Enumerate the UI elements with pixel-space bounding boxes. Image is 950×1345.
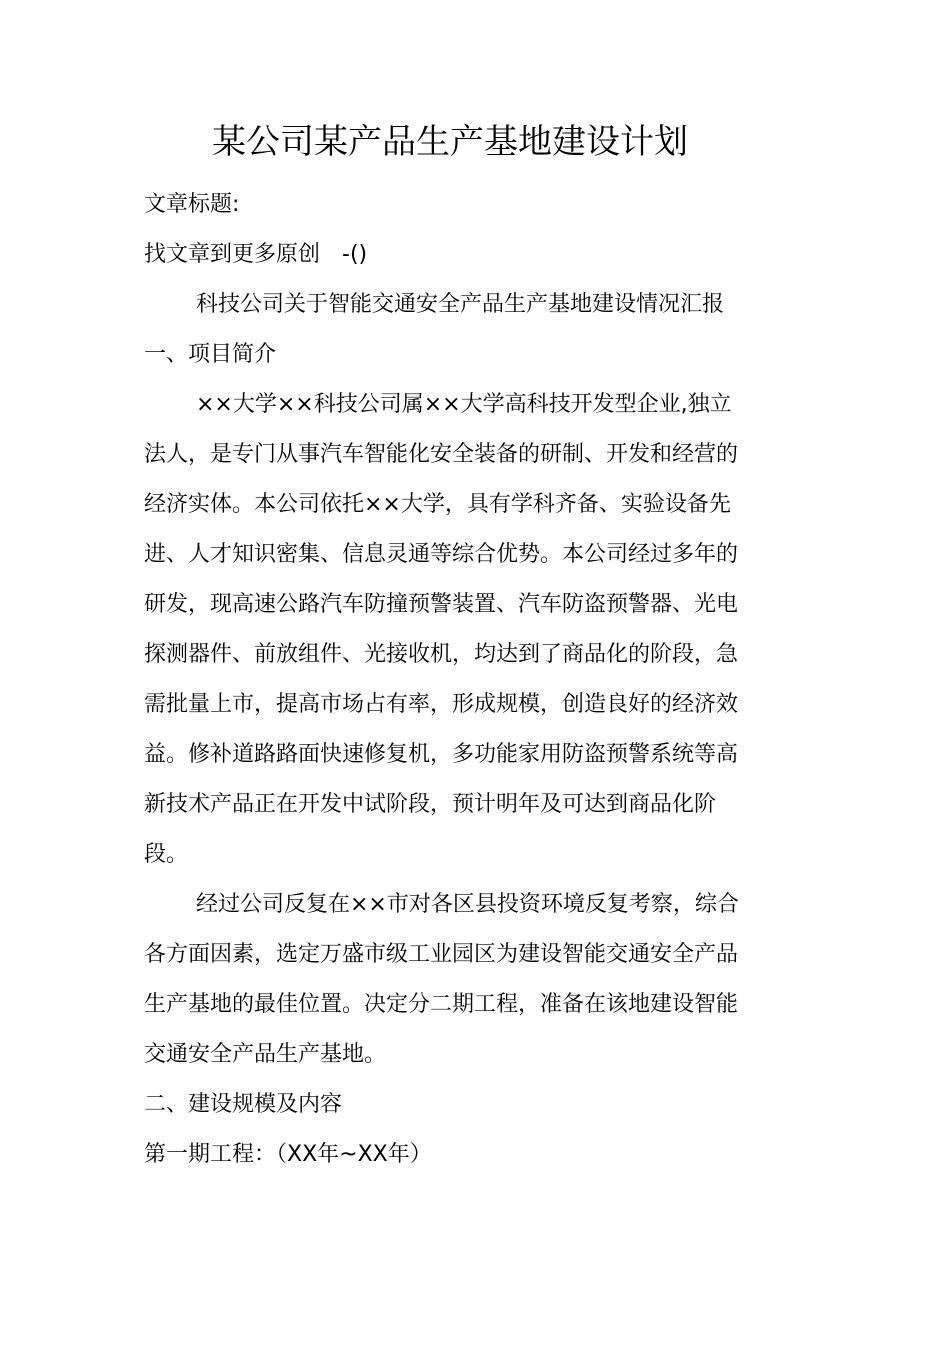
document-body [144,180,744,1180]
section-heading-overview: 一、项目简介 [144,342,277,367]
article-title-label: 文章标题: [144,192,240,217]
phase-one-line: 第一期工程：（XX年~XX年） [144,1142,432,1167]
paragraph-company-intro: ××大学××科技公司属××大学高科技开发型企业,独立法人，是专门从事汽车智能化安全装备的研制、开发和经营的经济实体。本公司依托××大学，具有学科齐备、实验设备先进、人才知识密集、信息灵通等综合优势。本公司经过多年的研发，现高速公路汽车防撞预警装置、汽车防盗预警器、光电探测器件、前放组件、光接收机，均达到了商品化的阶段，急需批量上市，提高市场占有率，形成规模，创造良好的经济效益。修补道路路面快速修复机，多功能家用防盗预警系统等高新技术产品正在开发中试阶段，预计明年及可达到商品化阶段。 [144,392,739,867]
report-heading: 科技公司关于智能交通安全产品生产基地建设情况汇报 [196,292,725,317]
section-heading-scale: 二、建设规模及内容 [144,1092,343,1117]
source-line: 找文章到更多原创 -() [144,242,368,267]
paragraph-site-selection: 经过公司反复在××市对各区县投资环境反复考察，综合各方面因素，选定万盛市级工业园区为建设智能交通安全产品生产基地的最佳位置。决定分二期工程，准备在该地建设智能交通安全产品生产基地。 [144,892,739,1067]
document-title: 某公司某产品生产基地建设计划 [212,122,688,162]
